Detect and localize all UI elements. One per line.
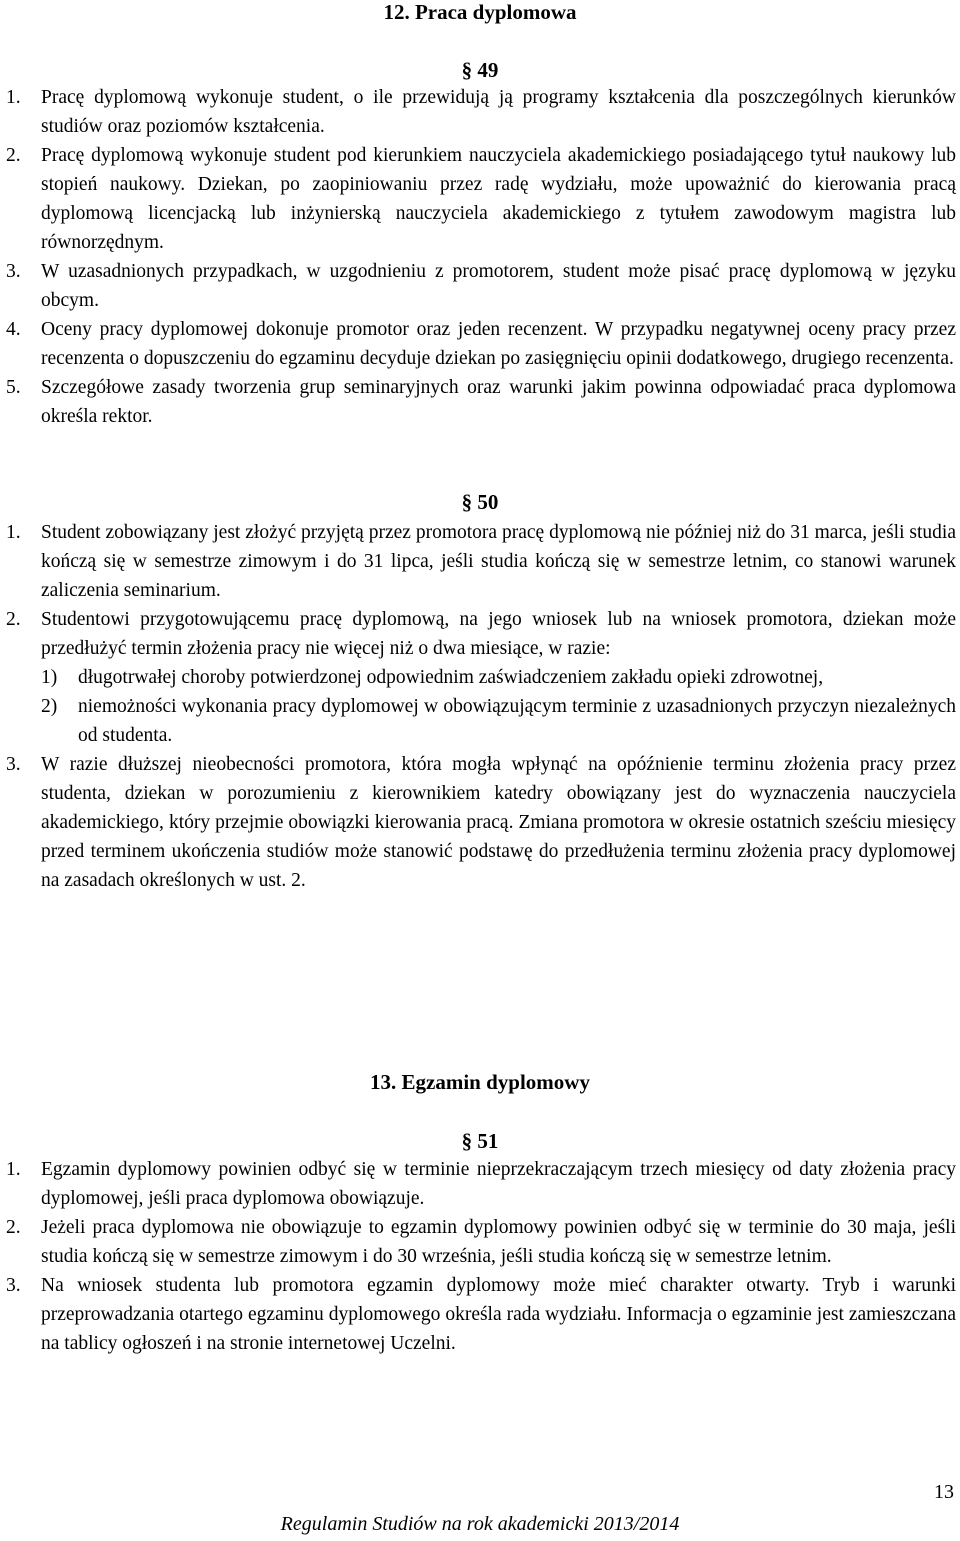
item-number: 3.	[6, 1275, 21, 1296]
item-text: Pracę dyplomową wykonuje student, o ile przewidują ją programy kształcenia dla poszczególnych kierunków studiów oraz poziomów kształcenia.	[41, 87, 956, 137]
item-text: Szczegółowe zasady tworzenia grup seminaryjnych oraz warunki jakim powinna odpowiadać praca dyplomowa określa rektor.	[41, 377, 956, 427]
item-number: 2.	[6, 609, 21, 630]
list-item	[6, 605, 956, 663]
item-text: Studentowi przygotowującemu pracę dyplomową, na jego wniosek lub na wniosek promotora, dziekan może przedłużyć termin złożenia pracy nie więcej niż o dwa miesiące, w razie:	[41, 609, 956, 659]
sub-list	[6, 663, 956, 750]
item-text: Na wniosek studenta lub promotora egzamin dyplomowy może mieć charakter otwarty. Tryb i warunki przeprowadzania otartego egzaminu dyplomowego określa rada wydziału. Informacja o egzaminie jest zamieszczana na tablicy ogłoszeń i na stronie internetowej Uczelni.	[41, 1275, 956, 1354]
paragraph-49-number: § 49	[461, 58, 499, 82]
item-text: W razie dłuższej nieobecności promotora, która mogła wpłynąć na opóźnienie terminu złożenia pracy przez studenta, dziekan w porozumieniu z kierownikiem katedry obowiązany jest do wyznaczenia nauczyciela akademickiego, który przejmie obowiązki kierowania pracą. Zmiana promotora w okresie ostatnich sześciu miesięcy przed terminem ukończenia studiów może stanowić podstawę do przedłużenia terminu złożenia pracy dyplomowej na zasadach określonych w ust. 2.	[41, 754, 956, 891]
sub-list-item	[41, 663, 956, 692]
paragraph-50-body	[6, 518, 956, 895]
list-item	[6, 1213, 956, 1271]
item-text: długotrwałej choroby potwierdzonej odpowiednim zaświadczeniem zakładu opieki zdrowotnej,	[78, 667, 824, 688]
paragraph-51-number: § 51	[461, 1129, 499, 1153]
item-text: Egzamin dyplomowy powinien odbyć się w terminie nieprzekraczającym trzech miesięcy od daty złożenia pracy dyplomowej, jeśli praca dyplomowa obowiązuje.	[41, 1159, 956, 1209]
item-number: 1.	[6, 522, 21, 543]
footer-title: Regulamin Studiów na rok akademicki 2013/2014	[280, 1513, 680, 1535]
chapter-12-title: 12. Praca dyplomowa	[383, 0, 577, 24]
list-item	[6, 257, 956, 315]
item-number: 5.	[6, 377, 21, 398]
list-item	[6, 315, 956, 373]
list-item	[6, 1271, 956, 1358]
sub-list-item	[41, 692, 956, 750]
list-item	[6, 750, 956, 895]
list-item	[6, 373, 956, 431]
item-text: Pracę dyplomową wykonuje student pod kierunkiem nauczyciela akademickiego posiadającego tytuł naukowy lub stopień naukowy. Dziekan, po zaopiniowaniu przez radę wydziału, może upoważnić do kierowania pracą dyplomową licencjacką lub inżynierską nauczyciela akademickiego z tytułem zawodowym magistra lub równorzędnym.	[41, 145, 956, 253]
paragraph-49-body	[6, 83, 956, 431]
item-number: 3.	[6, 754, 21, 775]
list-item	[6, 1155, 956, 1213]
item-number: 4.	[6, 319, 21, 340]
item-number: 1.	[6, 87, 21, 108]
item-number: 3.	[6, 261, 21, 282]
paragraph-51-body	[6, 1155, 956, 1358]
item-number: 1)	[41, 667, 58, 688]
page-number: 13	[934, 1481, 954, 1503]
paragraph-50-number: § 50	[461, 490, 499, 514]
chapter-13-title: 13. Egzamin dyplomowy	[370, 1070, 590, 1094]
item-text: Oceny pracy dyplomowej dokonuje promotor oraz jeden recenzent. W przypadku negatywnej oceny pracy przez recenzenta o dopuszczeniu do egzaminu decyduje dziekan po zasięgnięciu opinii dodatkowego, drugiego recenzenta.	[41, 319, 956, 369]
item-number: 2)	[41, 696, 58, 717]
item-text: W uzasadnionych przypadkach, w uzgodnieniu z promotorem, student może pisać pracę dyplomową w języku obcym.	[41, 261, 956, 311]
item-text: Jeżeli praca dyplomowa nie obowiązuje to egzamin dyplomowy powinien odbyć się w terminie do 30 maja, jeśli studia kończą się w semestrze zimowym i do 30 września, jeśli studia kończą się w semestrze letnim.	[41, 1217, 956, 1267]
list-item	[6, 141, 956, 257]
item-text: niemożności wykonania pracy dyplomowej w obowiązującym terminie z uzasadnionych przyczyn niezależnych od studenta.	[78, 696, 956, 746]
item-number: 1.	[6, 1159, 21, 1180]
item-number: 2.	[6, 145, 21, 166]
item-number: 2.	[6, 1217, 21, 1238]
item-text: Student zobowiązany jest złożyć przyjętą przez promotora pracę dyplomową nie później niż do 31 marca, jeśli studia kończą się w semestrze zimowym i do 31 lipca, jeśli studia kończą się w semestrze letnim, co stanowi warunek zaliczenia seminarium.	[41, 522, 956, 601]
list-item	[6, 83, 956, 141]
list-item	[6, 518, 956, 605]
